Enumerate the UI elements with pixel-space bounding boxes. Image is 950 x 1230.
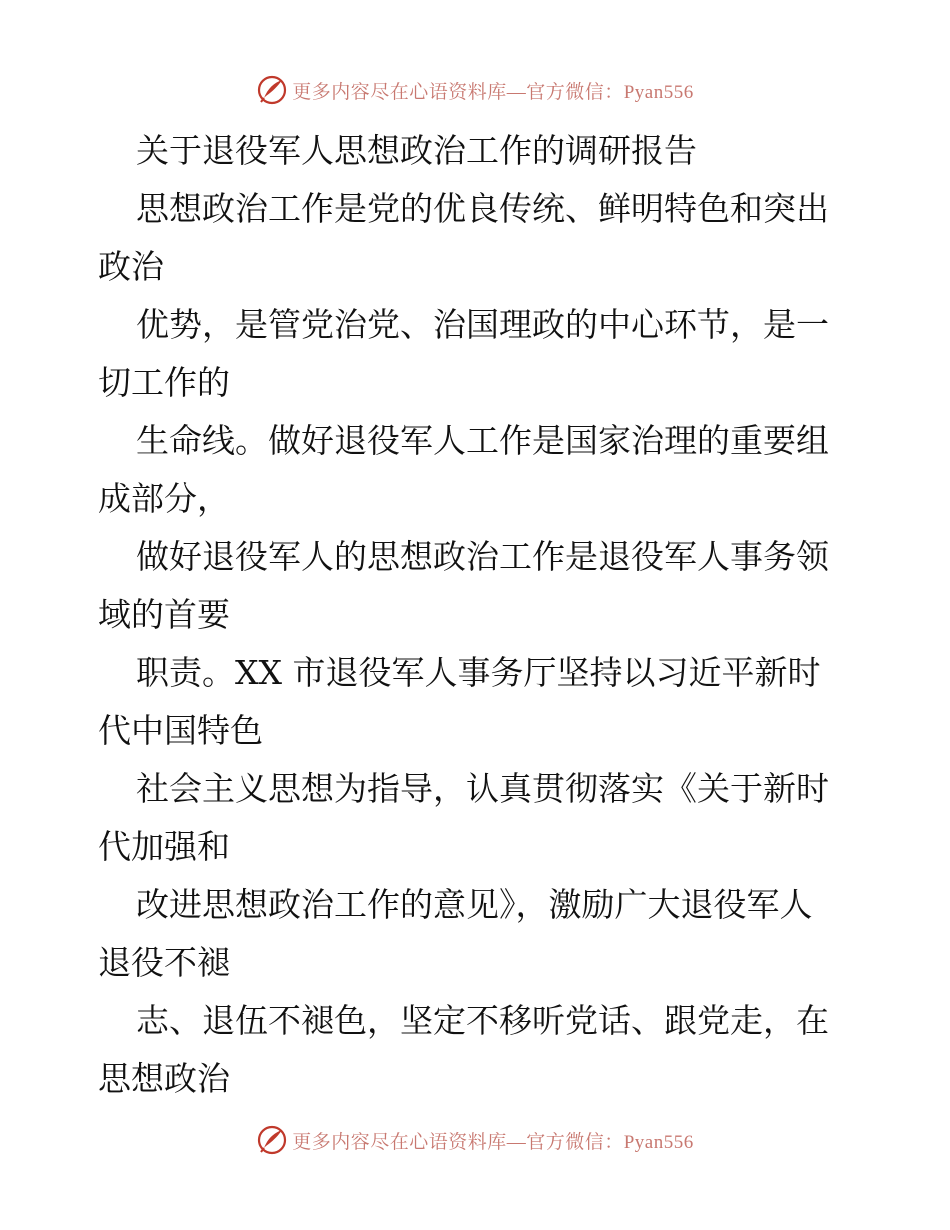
text-line: 代加强和	[98, 827, 230, 866]
document-body	[98, 122, 858, 1108]
text-line: 生命线。做好退役军人工作是国家治理的重要组	[136, 421, 829, 460]
watermark-text: 更多内容尽在心语资料库—官方微信：Pyan556	[292, 1131, 694, 1153]
document-title: 关于退役军人思想政治工作的调研报告	[136, 131, 697, 170]
quill-logo-icon	[256, 1124, 288, 1156]
text-line: 职责。XX 市退役军人事务厅坚持以习近平新时	[136, 653, 821, 692]
text-line: 改进思想政治工作的意见》，激励广大退役军人	[136, 885, 813, 924]
watermark-text: 更多内容尽在心语资料库—官方微信：Pyan556	[292, 81, 694, 103]
text-line: 代中国特色	[98, 711, 263, 750]
watermark-footer	[0, 1120, 950, 1160]
text-line: 政治	[98, 247, 164, 286]
text-line: 成部分，	[98, 479, 230, 518]
watermark-header	[0, 70, 950, 110]
text-line: 退役不褪	[98, 943, 230, 982]
quill-logo-icon	[256, 74, 288, 106]
text-line: 做好退役军人的思想政治工作是退役军人事务领	[136, 537, 829, 576]
text-line: 思想政治	[98, 1059, 230, 1098]
text-line: 志、退伍不褪色，坚定不移听党话、跟党走，在	[136, 1001, 829, 1040]
text-line: 切工作的	[98, 363, 230, 402]
text-line: 域的首要	[98, 595, 230, 634]
text-line: 优势，是管党治党、治国理政的中心环节，是一	[136, 305, 829, 344]
text-line: 思想政治工作是党的优良传统、鲜明特色和突出	[136, 189, 829, 228]
text-line: 社会主义思想为指导，认真贯彻落实《关于新时	[136, 769, 829, 808]
